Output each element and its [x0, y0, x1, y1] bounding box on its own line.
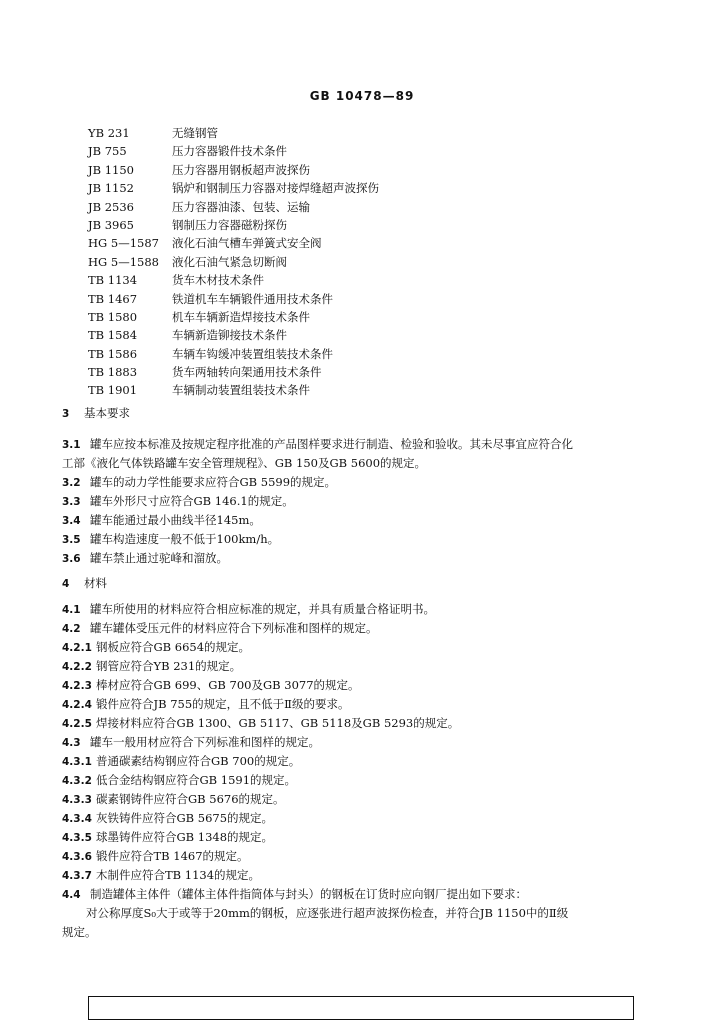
- clause-number: 3.2: [62, 477, 81, 489]
- clause-line: [62, 715, 459, 731]
- standard-title: 货车两轴转向架通用技术条件: [172, 365, 322, 380]
- clause-number: 4.2.4: [62, 699, 92, 711]
- standard-title: 机车车辆新造焊接技术条件: [172, 309, 310, 324]
- standard-code: TB 1901: [88, 383, 138, 398]
- clause-text: 罐车罐体受压元件的材料应符合下列标准和图样的规定。: [90, 621, 378, 635]
- clause-number: 3: [62, 408, 70, 420]
- clause-text: 灰铁铸件应符合GB 5675的规定。: [96, 811, 274, 825]
- clause-line: [62, 829, 273, 845]
- clause-text: 钢管应符合YB 231的规定。: [96, 659, 242, 673]
- clause-line: [62, 791, 285, 807]
- standard-title: 锅炉和钢制压力容器对接焊缝超声波探伤: [172, 181, 379, 196]
- clause-text: 制造罐体主体件（罐体主体件指筒体与封头）的钢板在订货时应向钢厂提出如下要求：: [90, 887, 527, 901]
- clause-number: 4.4: [62, 889, 81, 901]
- clause-text: 罐车能通过最小曲线半径145m。: [90, 513, 261, 527]
- standard-row: [88, 345, 379, 363]
- standard-code: JB 755: [88, 144, 127, 159]
- clause-line: [62, 810, 273, 826]
- clause-text: 锻件应符合TB 1467的规定。: [96, 849, 249, 863]
- standard-code: JB 1150: [88, 162, 134, 177]
- clause-text: 罐车应按本标准及按规定程序批准的产品图样要求进行制造、检验和验收。其未尽事宜应符合化: [90, 437, 573, 451]
- clause-number: 4.3.5: [62, 832, 92, 844]
- clause-text: 规定。: [62, 925, 97, 939]
- standard-code: TB 1467: [88, 291, 138, 306]
- clause-line: [62, 848, 249, 864]
- clause-text: 罐车所使用的材料应符合相应标准的规定，并具有质量合格证明书。: [90, 602, 435, 616]
- clause-text: 基本要求: [84, 406, 130, 420]
- clause-number: 4.2.1: [62, 642, 92, 654]
- clause-number: 3.4: [62, 515, 81, 527]
- clause-line: [62, 474, 336, 490]
- clause-number: 3.1: [62, 439, 81, 451]
- clause-number: 4: [62, 578, 70, 590]
- standard-title: 车辆新造铆接技术条件: [172, 328, 287, 343]
- clause-line: [62, 772, 296, 788]
- clause-line: [62, 753, 300, 769]
- standard-code: TB 1883: [88, 365, 138, 380]
- standard-title: 车辆车钩缓冲装置组装技术条件: [172, 346, 333, 361]
- standard-number: GB 10478—89: [309, 89, 415, 103]
- standard-code: JB 1152: [88, 181, 134, 196]
- clause-number: 3.3: [62, 496, 81, 508]
- standard-row: [88, 326, 379, 344]
- standard-row: [88, 179, 379, 197]
- standard-code: TB 1584: [88, 328, 138, 343]
- clause-text: 低合金结构钢应符合GB 1591的规定。: [96, 773, 297, 787]
- standard-row: [88, 308, 379, 326]
- standard-title: 钢制压力容器磁粉探伤: [172, 217, 287, 232]
- clause-text: 普通碳素结构钢应符合GB 700的规定。: [96, 754, 301, 768]
- clause-line: [62, 436, 573, 452]
- clause-number: 3.6: [62, 553, 81, 565]
- clause-number: 4.3.7: [62, 870, 92, 882]
- referenced-standards-list: [88, 124, 379, 400]
- clause-number: 4.3.6: [62, 851, 92, 863]
- standard-title: 车辆制动装置组装技术条件: [172, 383, 310, 398]
- standard-row: [88, 198, 379, 216]
- clause-line: [62, 493, 294, 509]
- clause-number: 4.3: [62, 737, 81, 749]
- clause-number: 4.3.2: [62, 775, 92, 787]
- standard-title: 压力容器锻件技术条件: [172, 144, 287, 159]
- standard-row: [88, 234, 379, 252]
- page-header: [0, 89, 724, 103]
- clause-text: 碳素钢铸件应符合GB 5676的规定。: [96, 792, 285, 806]
- standard-code: TB 1134: [88, 273, 138, 288]
- clause-number: 4.2.3: [62, 680, 92, 692]
- standard-code: HG 5—1588: [88, 254, 159, 269]
- clause-number: 4.2.2: [62, 661, 92, 673]
- clause-number: 4.2.5: [62, 718, 92, 730]
- clause-text: 罐车禁止通过驼峰和溜放。: [90, 551, 228, 565]
- clause-line: [62, 658, 241, 674]
- standard-row: [88, 363, 379, 381]
- standard-row: [88, 381, 379, 399]
- clause-line: [62, 512, 261, 528]
- clause-line: [62, 620, 378, 636]
- clause-continuation-line: [62, 924, 97, 940]
- clause-line: [62, 886, 527, 902]
- clause-text: 材料: [84, 576, 107, 590]
- standard-title: 液化石油气槽车弹簧式安全阀: [172, 236, 322, 251]
- standard-code: YB 231: [88, 126, 130, 140]
- clause-number: 4.1: [62, 604, 81, 616]
- standard-code: JB 2536: [88, 199, 134, 214]
- clause-text: 锻件应符合JB 755的规定，且不低于Ⅱ级的要求。: [96, 697, 350, 711]
- clause-number: 4.3.4: [62, 813, 92, 825]
- clause-number: 4.3.3: [62, 794, 92, 806]
- clause-line: [62, 550, 228, 566]
- standard-row: [88, 142, 379, 160]
- standard-title: 无缝钢管: [172, 126, 218, 140]
- clause-text: 罐车外形尺寸应符合GB 146.1的规定。: [90, 494, 294, 508]
- clause-line: [62, 696, 349, 712]
- standard-code: HG 5—1587: [88, 236, 159, 251]
- clause-line: [62, 677, 360, 693]
- clause-text: 罐车的动力学性能要求应符合GB 5599的规定。: [90, 475, 337, 489]
- clause-continuation-line: [86, 905, 568, 921]
- standard-title: 液化石油气紧急切断阀: [172, 254, 287, 269]
- clause-number: 3.5: [62, 534, 81, 546]
- clause-text: 对公称厚度S₀大于或等于20mm的钢板，应逐张进行超声波探伤检查，并符合JB 1150中的Ⅱ级: [86, 906, 569, 920]
- clause-number: 4.3.1: [62, 756, 92, 768]
- standard-row: [88, 290, 379, 308]
- footer-frame: [88, 996, 634, 1020]
- clause-text: 球墨铸件应符合GB 1348的规定。: [96, 830, 274, 844]
- clause-line: [62, 601, 435, 617]
- clause-number: 4.2: [62, 623, 81, 635]
- clause-line: [62, 405, 130, 421]
- standard-code: JB 3965: [88, 217, 134, 232]
- clause-text: 木制件应符合TB 1134的规定。: [96, 868, 261, 882]
- clause-line: [62, 531, 279, 547]
- clause-text: 工部《液化气体铁路罐车安全管理规程》、GB 150及GB 5600的规定。: [62, 456, 427, 470]
- clause-text: 钢板应符合GB 6654的规定。: [96, 640, 251, 654]
- standard-row: [88, 216, 379, 234]
- clause-line: [62, 867, 260, 883]
- standard-title: 压力容器用钢板超声波探伤: [172, 162, 310, 177]
- clause-text: 罐车一般用材应符合下列标准和图样的规定。: [90, 735, 320, 749]
- standard-title: 压力容器油漆、包装、运输: [172, 199, 310, 214]
- standard-row: [88, 271, 379, 289]
- standard-row: [88, 253, 379, 271]
- standard-title: 铁道机车车辆锻件通用技术条件: [172, 291, 333, 306]
- standard-code: TB 1586: [88, 346, 138, 361]
- standard-title: 货车木材技术条件: [172, 273, 264, 288]
- clause-continuation-line: [62, 455, 426, 471]
- clause-text: 焊接材料应符合GB 1300、GB 5117、GB 5118及GB 5293的规定。: [96, 716, 460, 730]
- clause-line: [62, 639, 250, 655]
- clause-text: 罐车构造速度一般不低于100km/h。: [90, 532, 280, 546]
- standard-row: [88, 161, 379, 179]
- clause-line: [62, 734, 320, 750]
- standard-row: [88, 124, 379, 142]
- standard-code: TB 1580: [88, 309, 138, 324]
- clause-line: [62, 575, 107, 591]
- clause-text: 棒材应符合GB 699、GB 700及GB 3077的规定。: [96, 678, 360, 692]
